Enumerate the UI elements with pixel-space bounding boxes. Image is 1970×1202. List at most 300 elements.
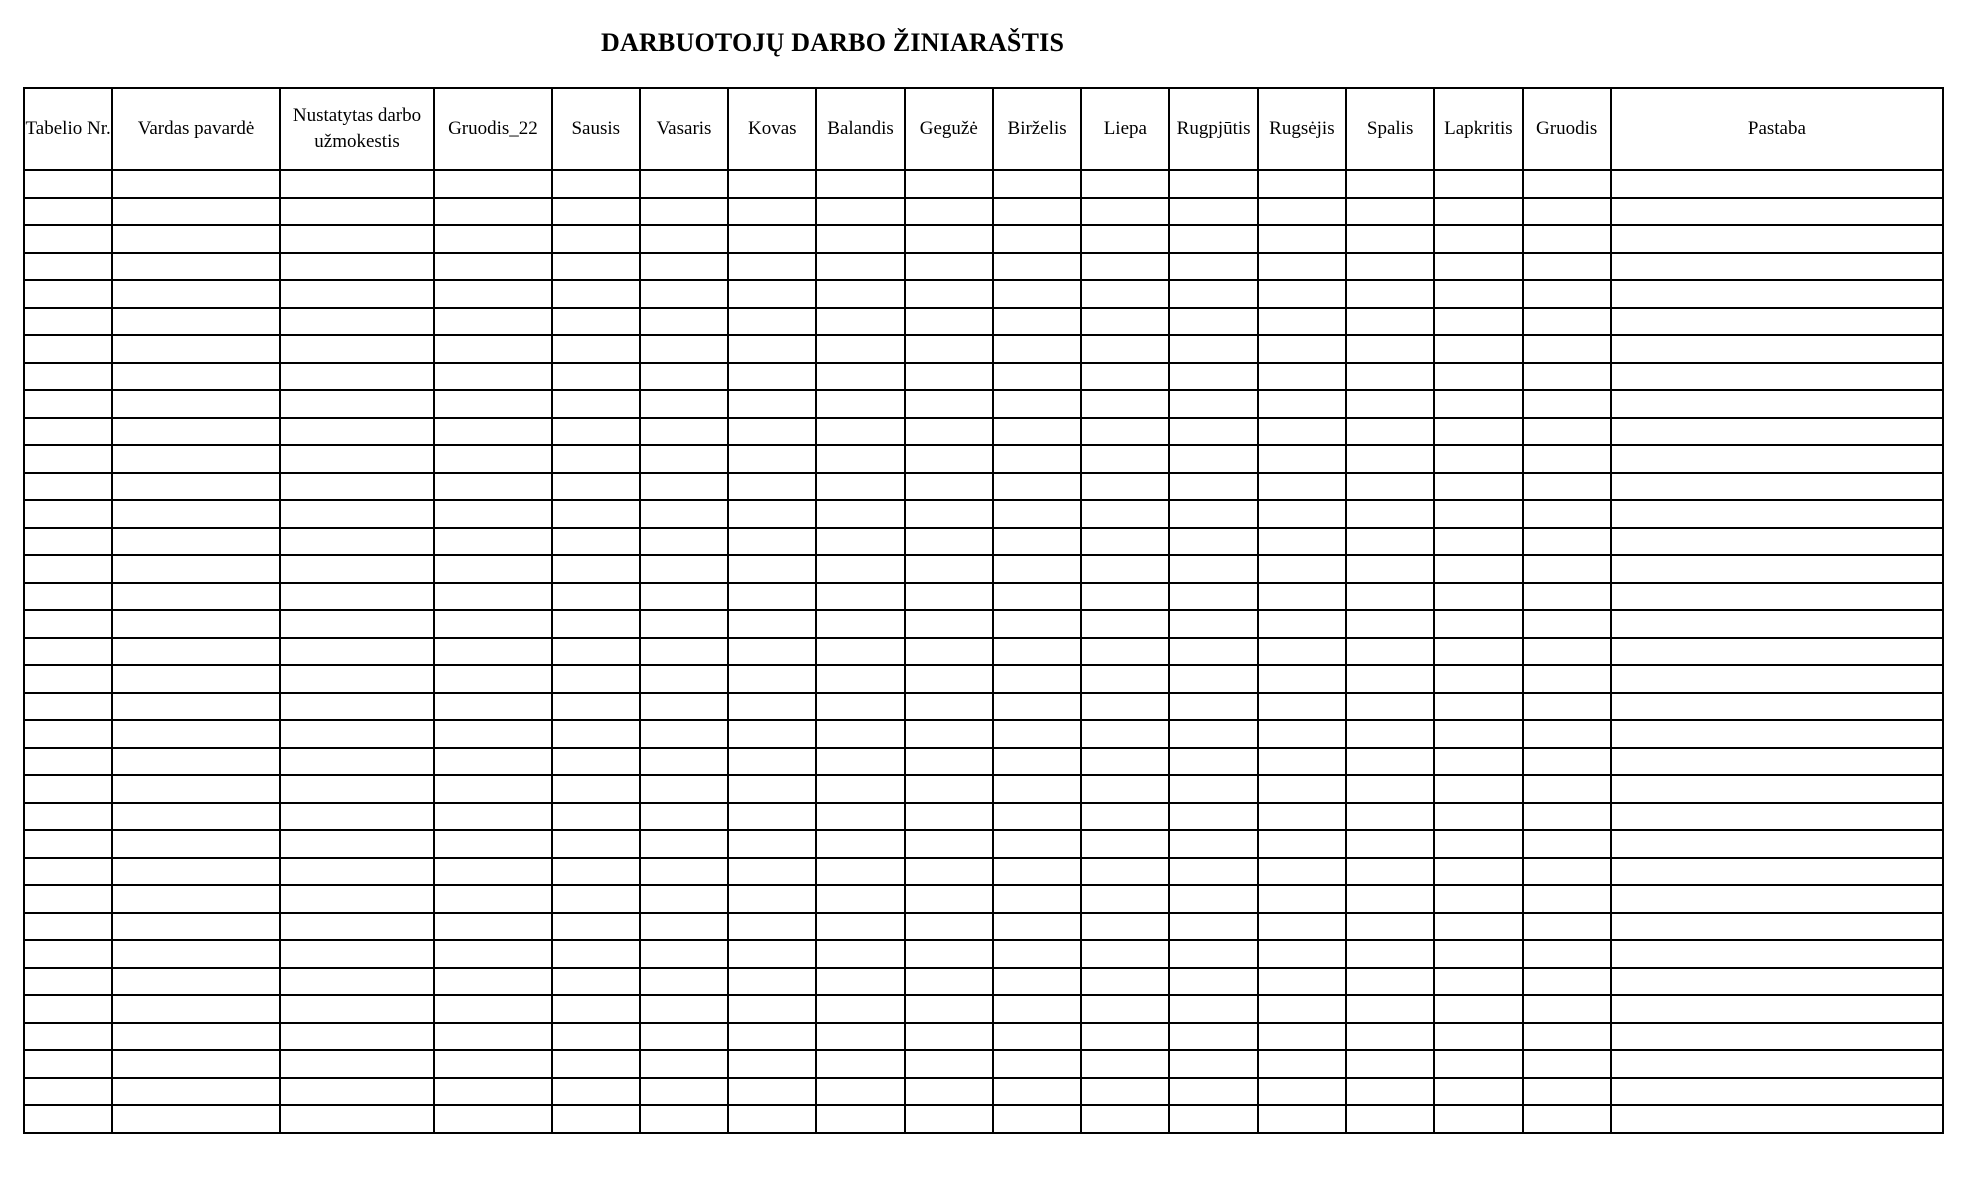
table-cell — [640, 665, 728, 693]
table-cell — [640, 913, 728, 941]
table-cell — [905, 1050, 993, 1078]
table-cell — [1523, 720, 1611, 748]
table-cell — [24, 308, 112, 336]
table-cell — [816, 830, 904, 858]
table-cell — [640, 445, 728, 473]
table-cell — [905, 555, 993, 583]
table-cell — [1081, 858, 1169, 886]
table-cell — [905, 665, 993, 693]
table-cell — [905, 830, 993, 858]
table-row — [24, 638, 1943, 666]
table-cell — [1081, 583, 1169, 611]
table-cell — [1523, 335, 1611, 363]
table-cell — [905, 418, 993, 446]
table-cell — [1346, 225, 1434, 253]
table-cell — [1169, 170, 1257, 198]
table-cell — [993, 583, 1081, 611]
table-cell — [1346, 170, 1434, 198]
table-cell — [1611, 528, 1943, 556]
table-cell — [1169, 1023, 1257, 1051]
table-cell — [728, 1078, 816, 1106]
table-cell — [280, 253, 434, 281]
table-cell — [728, 528, 816, 556]
table-cell — [1523, 363, 1611, 391]
table-cell — [280, 720, 434, 748]
table-cell — [434, 913, 551, 941]
table-cell — [816, 720, 904, 748]
table-cell — [1434, 1105, 1522, 1133]
table-cell — [434, 555, 551, 583]
table-cell — [905, 693, 993, 721]
table-cell — [280, 913, 434, 941]
table-row — [24, 968, 1943, 996]
table-cell — [24, 803, 112, 831]
table-cell — [728, 748, 816, 776]
table-cell — [1169, 610, 1257, 638]
table-cell — [280, 473, 434, 501]
table-cell — [1611, 610, 1943, 638]
table-cell — [1611, 473, 1943, 501]
table-cell — [640, 830, 728, 858]
table-cell — [1346, 665, 1434, 693]
table-cell — [1523, 913, 1611, 941]
table-cell — [816, 885, 904, 913]
table-cell — [993, 225, 1081, 253]
table-cell — [1523, 1023, 1611, 1051]
table-cell — [280, 335, 434, 363]
table-cell — [1434, 1023, 1522, 1051]
table-cell — [1346, 335, 1434, 363]
table-cell — [1523, 803, 1611, 831]
table-cell — [552, 225, 640, 253]
table-cell — [552, 335, 640, 363]
table-cell — [1434, 638, 1522, 666]
table-cell — [1611, 830, 1943, 858]
table-cell — [1169, 473, 1257, 501]
table-cell — [993, 665, 1081, 693]
table-cell — [112, 693, 280, 721]
table-cell — [1523, 1105, 1611, 1133]
table-cell — [434, 528, 551, 556]
table-cell — [280, 885, 434, 913]
table-cell — [816, 528, 904, 556]
table-cell — [728, 445, 816, 473]
table-cell — [1523, 500, 1611, 528]
table-cell — [816, 308, 904, 336]
table-cell — [816, 170, 904, 198]
table-cell — [1258, 638, 1346, 666]
table-cell — [1346, 940, 1434, 968]
table-cell — [728, 1023, 816, 1051]
table-cell — [112, 170, 280, 198]
header-sausis: Sausis — [552, 88, 640, 170]
table-cell — [1346, 198, 1434, 226]
table-cell — [905, 390, 993, 418]
table-cell — [1258, 720, 1346, 748]
table-cell — [1169, 1078, 1257, 1106]
table-cell — [1523, 995, 1611, 1023]
table-cell — [1434, 720, 1522, 748]
table-cell — [905, 940, 993, 968]
table-cell — [1346, 528, 1434, 556]
table-cell — [24, 830, 112, 858]
table-cell — [24, 693, 112, 721]
table-cell — [728, 1105, 816, 1133]
table-cell — [1611, 280, 1943, 308]
table-cell — [552, 940, 640, 968]
table-cell — [1258, 1023, 1346, 1051]
table-cell — [640, 1105, 728, 1133]
table-cell — [24, 720, 112, 748]
table-cell — [112, 638, 280, 666]
table-cell — [1346, 1050, 1434, 1078]
table-cell — [24, 500, 112, 528]
table-cell — [24, 473, 112, 501]
table-row — [24, 253, 1943, 281]
table-cell — [1081, 473, 1169, 501]
table-cell — [552, 363, 640, 391]
table-cell — [640, 995, 728, 1023]
table-cell — [280, 1105, 434, 1133]
table-cell — [816, 555, 904, 583]
table-cell — [816, 418, 904, 446]
table-cell — [1611, 363, 1943, 391]
table-cell — [280, 225, 434, 253]
table-cell — [905, 803, 993, 831]
table-cell — [434, 1023, 551, 1051]
table-cell — [728, 940, 816, 968]
table-cell — [112, 308, 280, 336]
table-cell — [1258, 830, 1346, 858]
table-cell — [816, 913, 904, 941]
table-cell — [1434, 555, 1522, 583]
table-row — [24, 913, 1943, 941]
table-cell — [905, 1023, 993, 1051]
table-cell — [728, 968, 816, 996]
table-cell — [434, 363, 551, 391]
header-pastaba: Pastaba — [1611, 88, 1943, 170]
table-row — [24, 473, 1943, 501]
table-cell — [1523, 555, 1611, 583]
table-cell — [905, 500, 993, 528]
table-cell — [1081, 830, 1169, 858]
table-cell — [816, 693, 904, 721]
table-cell — [905, 253, 993, 281]
table-cell — [1523, 418, 1611, 446]
table-cell — [905, 280, 993, 308]
table-cell — [24, 775, 112, 803]
table-cell — [552, 1078, 640, 1106]
table-cell — [1434, 830, 1522, 858]
table-cell — [280, 940, 434, 968]
table-cell — [1169, 253, 1257, 281]
table-cell — [1169, 885, 1257, 913]
table-cell — [1169, 528, 1257, 556]
table-cell — [905, 1078, 993, 1106]
table-cell — [728, 775, 816, 803]
table-cell — [1346, 555, 1434, 583]
table-cell — [1346, 610, 1434, 638]
table-cell — [1346, 858, 1434, 886]
table-cell — [434, 253, 551, 281]
table-cell — [24, 913, 112, 941]
table-cell — [1346, 913, 1434, 941]
table-cell — [1169, 1105, 1257, 1133]
table-cell — [1169, 968, 1257, 996]
table-cell — [552, 308, 640, 336]
table-cell — [280, 693, 434, 721]
table-cell — [1169, 390, 1257, 418]
table-cell — [434, 665, 551, 693]
table-cell — [1346, 583, 1434, 611]
table-cell — [816, 1105, 904, 1133]
table-cell — [552, 830, 640, 858]
table-row — [24, 748, 1943, 776]
table-cell — [280, 390, 434, 418]
header-birzelis: Birželis — [993, 88, 1081, 170]
table-cell — [816, 748, 904, 776]
table-cell — [640, 803, 728, 831]
table-row — [24, 390, 1943, 418]
table-cell — [1081, 693, 1169, 721]
table-cell — [552, 1050, 640, 1078]
table-cell — [1611, 858, 1943, 886]
table-cell — [905, 473, 993, 501]
table-cell — [1258, 913, 1346, 941]
table-cell — [1611, 418, 1943, 446]
table-cell — [1434, 940, 1522, 968]
table-cell — [640, 418, 728, 446]
table-cell — [434, 473, 551, 501]
table-cell — [1434, 583, 1522, 611]
table-cell — [1169, 775, 1257, 803]
table-cell — [1434, 170, 1522, 198]
table-cell — [1169, 720, 1257, 748]
header-vardas-pavarde: Vardas pavardė — [112, 88, 280, 170]
table-cell — [1611, 885, 1943, 913]
table-cell — [434, 995, 551, 1023]
table-cell — [640, 748, 728, 776]
table-cell — [112, 885, 280, 913]
table-cell — [1081, 638, 1169, 666]
table-cell — [993, 473, 1081, 501]
table-cell — [552, 555, 640, 583]
table-cell — [640, 1078, 728, 1106]
table-cell — [434, 500, 551, 528]
table-cell — [434, 308, 551, 336]
table-cell — [728, 583, 816, 611]
table-cell — [112, 280, 280, 308]
table-cell — [1346, 308, 1434, 336]
table-cell — [1169, 830, 1257, 858]
table-cell — [434, 1105, 551, 1133]
table-cell — [728, 500, 816, 528]
table-cell — [1611, 445, 1943, 473]
table-cell — [1081, 968, 1169, 996]
table-cell — [1611, 995, 1943, 1023]
table-cell — [280, 968, 434, 996]
table-cell — [112, 1050, 280, 1078]
table-cell — [1611, 940, 1943, 968]
table-cell — [1169, 418, 1257, 446]
table-cell — [905, 858, 993, 886]
table-cell — [1081, 995, 1169, 1023]
table-cell — [1611, 803, 1943, 831]
table-cell — [1346, 885, 1434, 913]
table-cell — [434, 720, 551, 748]
table-cell — [640, 1023, 728, 1051]
table-cell — [434, 885, 551, 913]
table-row — [24, 775, 1943, 803]
table-cell — [24, 968, 112, 996]
table-cell — [280, 803, 434, 831]
table-cell — [112, 913, 280, 941]
table-cell — [1258, 693, 1346, 721]
table-cell — [112, 555, 280, 583]
table-cell — [993, 995, 1081, 1023]
table-cell — [728, 308, 816, 336]
table-cell — [1258, 280, 1346, 308]
document-title: DARBUOTOJŲ DARBO ŽINIARAŠTIS — [601, 28, 1065, 57]
table-row — [24, 610, 1943, 638]
table-cell — [1346, 418, 1434, 446]
table-cell — [1434, 803, 1522, 831]
table-row — [24, 665, 1943, 693]
table-row — [24, 1050, 1943, 1078]
table-cell — [1523, 1078, 1611, 1106]
table-cell — [640, 390, 728, 418]
table-row — [24, 1078, 1943, 1106]
table-cell — [1258, 748, 1346, 776]
table-cell — [993, 308, 1081, 336]
table-cell — [112, 940, 280, 968]
table-cell — [816, 500, 904, 528]
table-cell — [24, 638, 112, 666]
table-cell — [1258, 555, 1346, 583]
table-cell — [434, 803, 551, 831]
table-cell — [552, 280, 640, 308]
table-cell — [1611, 720, 1943, 748]
table-cell — [640, 885, 728, 913]
table-cell — [728, 638, 816, 666]
table-cell — [280, 665, 434, 693]
table-cell — [640, 335, 728, 363]
table-row — [24, 280, 1943, 308]
table-cell — [816, 638, 904, 666]
table-cell — [24, 665, 112, 693]
table-cell — [1346, 968, 1434, 996]
table-cell — [1434, 335, 1522, 363]
table-cell — [993, 500, 1081, 528]
table-row — [24, 500, 1943, 528]
table-cell — [552, 638, 640, 666]
table-cell — [905, 913, 993, 941]
table-cell — [112, 528, 280, 556]
table-cell — [1523, 170, 1611, 198]
table-cell — [816, 280, 904, 308]
table-cell — [905, 445, 993, 473]
table-cell — [280, 858, 434, 886]
table-cell — [1081, 528, 1169, 556]
table-cell — [1346, 363, 1434, 391]
table-cell — [640, 940, 728, 968]
table-cell — [434, 968, 551, 996]
table-cell — [1081, 555, 1169, 583]
table-cell — [1434, 665, 1522, 693]
table-cell — [1258, 225, 1346, 253]
table-cell — [24, 1050, 112, 1078]
table-cell — [1346, 775, 1434, 803]
table-cell — [1346, 280, 1434, 308]
table-cell — [112, 775, 280, 803]
header-rugpjutis: Rugpjūtis — [1169, 88, 1257, 170]
table-cell — [816, 473, 904, 501]
table-cell — [1169, 693, 1257, 721]
table-cell — [112, 253, 280, 281]
table-cell — [434, 445, 551, 473]
table-cell — [1258, 1105, 1346, 1133]
table-cell — [1434, 253, 1522, 281]
table-cell — [1258, 968, 1346, 996]
table-cell — [1258, 858, 1346, 886]
table-cell — [112, 335, 280, 363]
table-cell — [434, 693, 551, 721]
table-cell — [1434, 528, 1522, 556]
table-header — [24, 88, 1943, 170]
table-cell — [280, 363, 434, 391]
table-cell — [24, 280, 112, 308]
table-cell — [993, 940, 1081, 968]
table-row — [24, 858, 1943, 886]
table-cell — [816, 253, 904, 281]
table-cell — [552, 445, 640, 473]
table-cell — [1434, 610, 1522, 638]
table-cell — [816, 1078, 904, 1106]
table-cell — [1611, 555, 1943, 583]
table-cell — [1523, 308, 1611, 336]
table-cell — [993, 720, 1081, 748]
table-cell — [434, 748, 551, 776]
table-cell — [1169, 638, 1257, 666]
table-cell — [905, 170, 993, 198]
table-row — [24, 308, 1943, 336]
table-cell — [280, 1050, 434, 1078]
table-cell — [816, 610, 904, 638]
table-cell — [1434, 748, 1522, 776]
table-cell — [552, 775, 640, 803]
table-cell — [1434, 913, 1522, 941]
table-cell — [1346, 473, 1434, 501]
table-cell — [1523, 748, 1611, 776]
table-cell — [552, 198, 640, 226]
table-cell — [1611, 775, 1943, 803]
table-cell — [24, 995, 112, 1023]
table-cell — [24, 528, 112, 556]
table-cell — [993, 968, 1081, 996]
table-cell — [816, 775, 904, 803]
table-cell — [728, 363, 816, 391]
table-cell — [1081, 913, 1169, 941]
table-cell — [112, 363, 280, 391]
table-row — [24, 335, 1943, 363]
table-cell — [1169, 665, 1257, 693]
table-cell — [1169, 858, 1257, 886]
table-cell — [552, 885, 640, 913]
table-cell — [1258, 940, 1346, 968]
table-cell — [816, 665, 904, 693]
table-cell — [1081, 445, 1169, 473]
table-cell — [905, 995, 993, 1023]
